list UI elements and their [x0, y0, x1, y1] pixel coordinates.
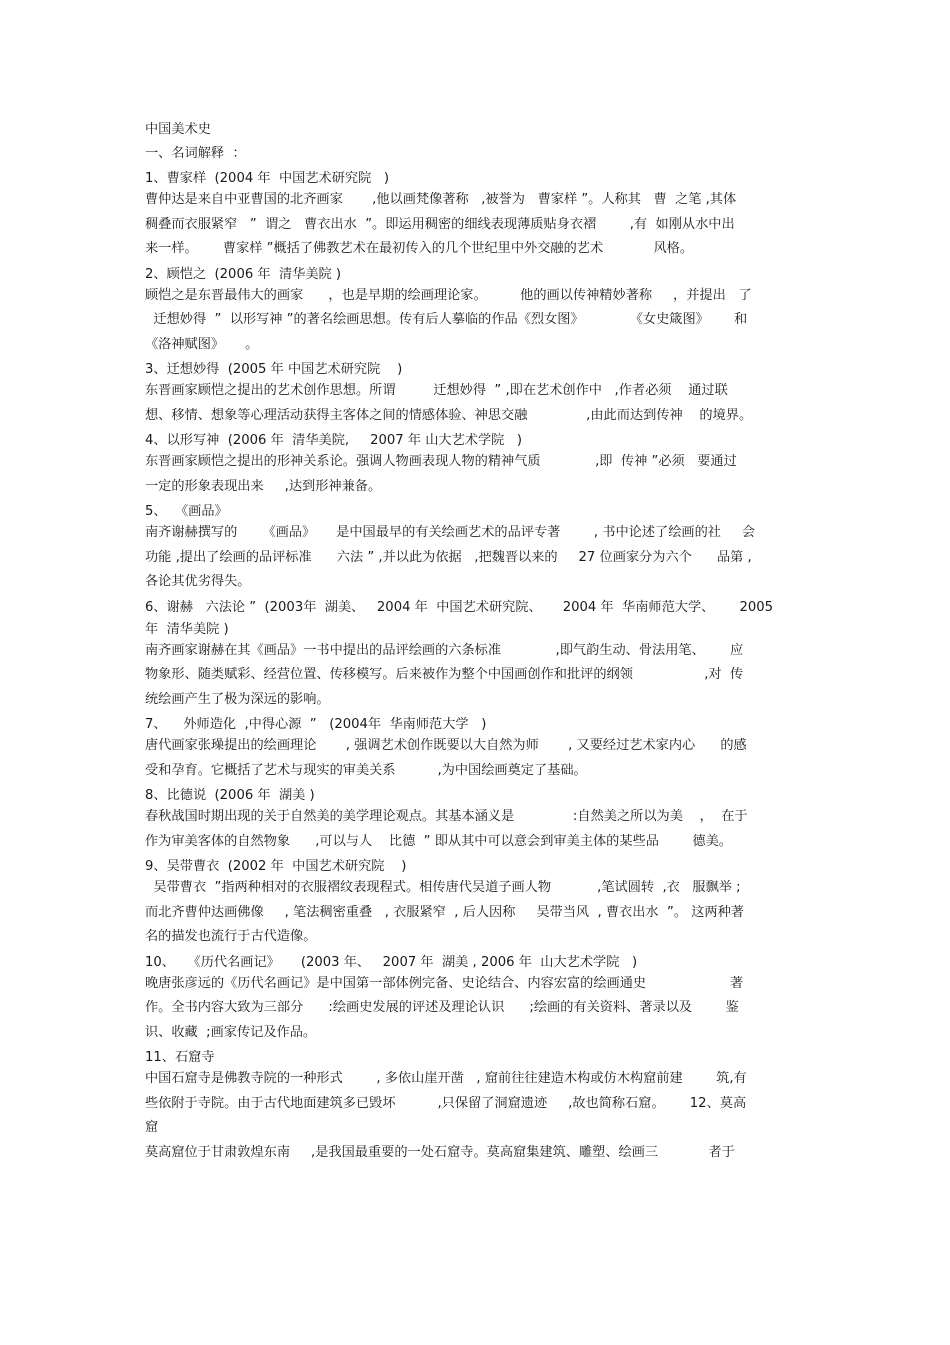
entry-heading: 11、石窟寺 — [145, 1050, 215, 1065]
paragraph-line: 各论其优劣得失。 — [145, 574, 251, 589]
entry-heading: 2、顾恺之 (2006 年 清华美院 ) — [145, 266, 342, 282]
paragraph-line: 作为审美客体的自然物象 ,可以与人 比德 ” 即从其中可以意会到审美主体的某些品 德美。 — [145, 833, 732, 849]
paragraph-line: 顾恺之是东晋最伟大的画家 ，也是早期的绘画理论家。 他的画以传神精妙著称 ，并提出 了 — [145, 287, 752, 303]
entry-heading: 5、 《画品》 — [145, 504, 228, 519]
paragraph-line: 《洛神赋图》 。 — [145, 336, 259, 352]
paragraph-line: 来一样。 曹家样 ”概括了佛教艺术在最初传入的几个世纪里中外交融的艺术 风格。 — [145, 241, 694, 256]
entry-heading: 6、谢赫 六法论 ” (2003年 湖美、 2004 年 中国艺术研究院、 2004 年 华南师范大学、 2005 — [145, 599, 774, 615]
paragraph-line: 功能 ,提出了绘画的品评标准 六法 ” ,并以此为依据 ,把魏晋以来的 27 位画家分为六个 品第 , — [145, 549, 752, 565]
paragraph-line: 窟 — [145, 1120, 159, 1135]
entry-heading: 7、 外师造化 ,中得心源 ” (2004年 华南师范大学 ) — [145, 717, 487, 732]
entry-heading: 1、曹家样 (2004 年 中国艺术研究院 ) — [145, 171, 390, 186]
entry-heading: 8、比德说 (2006 年 湖美 ) — [145, 788, 315, 803]
paragraph-line: 一定的形象表现出来 ,达到形神兼备。 — [145, 478, 382, 494]
entry-heading: 4、以形写神 (2006 年 清华美院, 2007 年 山大艺术学院 ) — [145, 433, 523, 448]
paragraph-line: 吴带曹衣 ”指两种相对的衣服褶纹表现程式。相传唐代吴道子画人物 ,笔试圆转 ,衣 服飘举 ; — [145, 880, 741, 895]
paragraph-line: 识、收藏 ;画家传记及作品。 — [145, 1024, 317, 1040]
paragraph-line: 名的描发也流行于古代造像。 — [145, 929, 317, 944]
paragraph-line: 中国石窟寺是佛教寺院的一种形式 , 多依山崖开凿 , 窟前往往建造木构或仿木构窟前建 筑,有 — [145, 1071, 747, 1086]
paragraph-line: 而北齐曹仲达画佛像 , 笔法稠密重叠 , 衣服紧窄 , 后人因称 吴带当风 , 曹衣出水 ”。 这两种著 — [145, 904, 744, 920]
paragraph-line: 莫高窟位于甘肃敦煌东南 ,是我国最重要的一处石窟寺。莫高窟集建筑、雕塑、绘画三 者于 — [145, 1144, 735, 1160]
paragraph-line: 想、移情、想象等心理活动获得主客体之间的情感体验、神思交融 ,由此而达到传神 的境界。 — [145, 407, 753, 423]
paragraph-line: 作。全书内容大致为三部分 :绘画史发展的评述及理论认识 ;绘画的有关资料、著录以及 鉴 — [145, 1000, 739, 1015]
entry-heading: 9、吴带曹衣 (2002 年 中国艺术研究院 ) — [145, 859, 407, 874]
paragraph-line: 曹仲达是来自中亚曹国的北齐画家 ,他以画梵像著称 ,被誉为 曹家样 ”。人称其 曹 之笔 ,其体 — [145, 192, 737, 207]
paragraph-line: 迁想妙得 ” 以形写神 ”的著名绘画思想。传有后人摹临的作品《烈女图》 《女史箴图》 和 — [145, 312, 748, 327]
paragraph-line: 稠叠而衣服紧窄 ” 谓之 曹衣出水 ”。即运用稠密的细线表现薄质贴身衣褶 ,有 如刚从水中出 — [145, 216, 735, 232]
paragraph-line: 唐代画家张璪提出的绘画理论 , 强调艺术创作既要以大自然为师 , 又要经过艺术家内心 的感 — [145, 738, 747, 753]
paragraph-line: 物象形、随类赋彩、经营位置、传移模写。后来被作为整个中国画创作和批评的纲领 ,对 传 — [145, 667, 744, 682]
paragraph-line: 春秋战国时期出现的关于自然美的美学理论观点。其基本涵义是 :自然美之所以为美 ， 在于 — [145, 809, 748, 824]
document-title: 中国美术史 — [145, 122, 211, 137]
paragraph-line: 统绘画产生了极为深远的影响。 — [145, 691, 330, 707]
paragraph-line: 南齐谢赫撰写的 《画品》 是中国最早的有关绘画艺术的品评专著 , 书中论述了绘画的社 会 — [145, 525, 756, 540]
document-page — [145, 118, 810, 1165]
document-title: 一、名词解释 ： — [145, 146, 246, 161]
paragraph-line: 晚唐张彦远的《历代名画记》是中国第一部体例完备、史论结合、内容宏富的绘画通史 著 — [145, 975, 744, 991]
paragraph-line: 南齐画家谢赫在其《画品》一书中提出的品评绘画的六条标准 ,即气韵生动、骨法用笔、 应 — [145, 642, 744, 658]
paragraph-line: 受和孕育。它概括了艺术与现实的审美关系 ,为中国绘画奠定了基础。 — [145, 762, 587, 778]
entry-heading: 3、迁想妙得 (2005 年 中国艺术研究院 ) — [145, 362, 403, 377]
entry-heading: 10、 《历代名画记》 (2003 年、 2007 年 湖美 , 2006 年 山大艺术学院 ) — [145, 954, 638, 970]
entry-heading: 年 清华美院 ) — [145, 621, 229, 637]
paragraph-line: 东晋画家顾恺之提出的形神关系论。强调人物画表现人物的精神气质 ,即 传神 ”必须 要通过 — [145, 454, 737, 469]
paragraph-line: 东晋画家顾恺之提出的艺术创作思想。所谓 迁想妙得 ” ,即在艺术创作中 ,作者必须 通过联 — [145, 383, 728, 398]
paragraph-line: 些依附于寺院。由于古代地面建筑多已毁坏 ,只保留了洞窟遗迹 ,故也简称石窟。 12、莫高 — [145, 1095, 747, 1111]
